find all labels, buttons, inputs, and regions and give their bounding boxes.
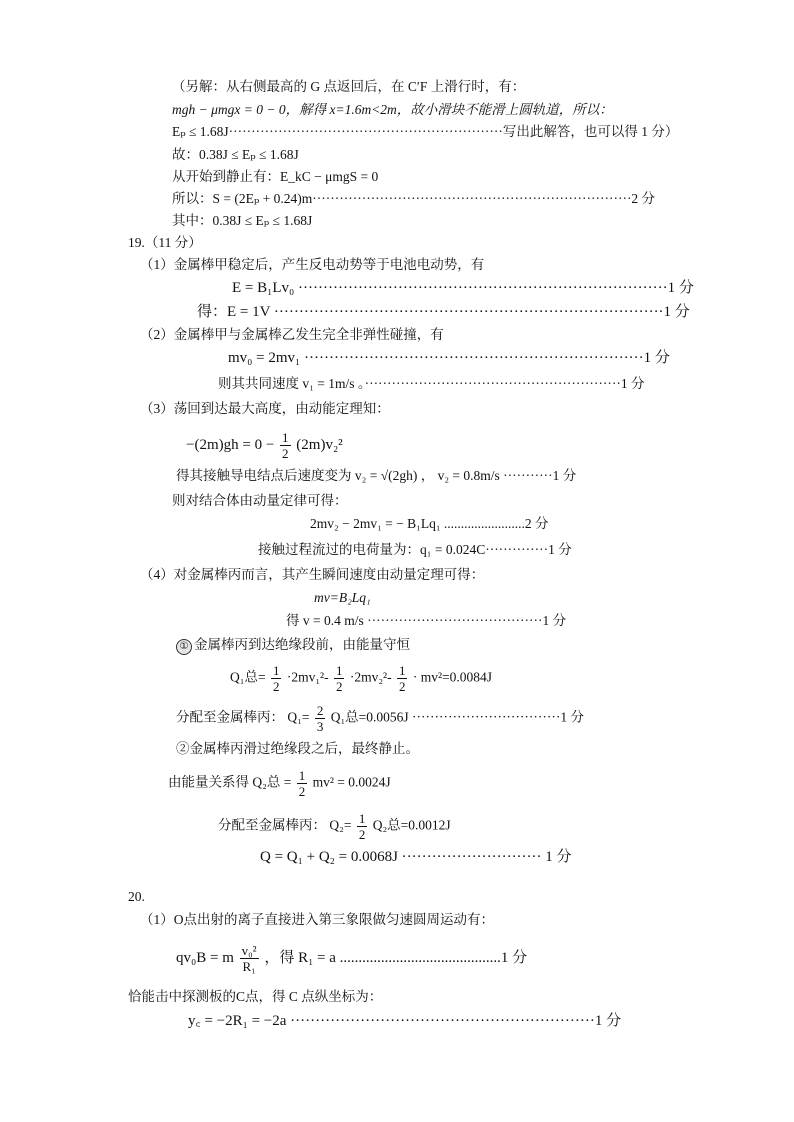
text-line: 则对结合体由动量定律可得： <box>172 493 348 508</box>
numerator: 1 <box>282 430 289 445</box>
numerator: 1 <box>335 663 343 678</box>
eq-rhs: (2m)v₂² <box>296 436 343 453</box>
text-line: 恰能击中探测板的C点，得 C 点纵坐标为： <box>128 989 383 1004</box>
equation <box>230 663 492 694</box>
text-line: （4）对金属棒丙而言，其产生瞬间速度由动量定理可得： <box>140 567 485 582</box>
text-line: （另解：从右侧最高的 G 点返回后，在 C′F 上滑行时，有： <box>172 79 526 94</box>
equation <box>176 943 527 974</box>
text-line <box>176 703 584 734</box>
denominator: 2 <box>398 679 406 694</box>
text-line: 从开始到静止有：E_kC − μmgS = 0 <box>172 169 379 184</box>
text-line <box>168 768 391 799</box>
equation: Q = Q₁ + Q₂ = 0.0068J ···························· 1 分 <box>260 849 572 865</box>
question-number: 20. <box>128 889 145 904</box>
text-line: 所以：S = (2Eₚ + 0.24)m·······································································2 分 <box>172 191 656 206</box>
eq-lhs: −(2m)gh = 0 − <box>186 436 275 453</box>
text-span: 金属棒丙到达绝缘段前，由能量守恒 <box>194 637 410 652</box>
numerator: 2 <box>316 703 324 718</box>
text-line: mgh − μmgx = 0 − 0，解得 x=1.6m<2m，故小滑块不能滑上圆轨道，所以： <box>172 102 613 117</box>
eq-rhs: Q₂总=0.0012J <box>372 817 451 833</box>
numerator: 1 <box>398 663 406 678</box>
text-line: Eₚ ≤ 1.68J·····························································写出此解答，也可以得 1 分） <box>172 124 679 139</box>
text-line <box>176 636 410 655</box>
question-number: 19.（11 分） <box>128 235 202 250</box>
eq-lhs: Q₂总 = <box>252 774 292 790</box>
text-line: ②金属棒丙滑过绝缘段之后，最终静止。 <box>176 741 419 756</box>
text-line <box>218 811 451 842</box>
text-line: 得其接触导电结点后速度变为 v₂ = √(2gh) ， v₂ = 0.8m/s ···········1 分 <box>176 468 577 483</box>
eq-rhs: ，得 R₁ = a ...........................................1 分 <box>264 949 528 966</box>
equation: y꜀ = −2R₁ = −2a ·····························································1 分 <box>188 1013 622 1029</box>
equation: 2mv₂ − 2mv₁ = − B₁Lq₁ ........................2 分 <box>310 516 549 531</box>
eq-lhs: Q₂= <box>329 817 352 833</box>
numerator: v₀² <box>241 943 257 958</box>
fraction <box>297 768 308 799</box>
denominator: 2 <box>282 446 289 461</box>
text-line: 故：0.38J ≤ Eₚ ≤ 1.68J <box>172 147 299 162</box>
fraction <box>315 703 326 734</box>
equation: E = B₁Lv₀ ··········································································1 分 <box>232 280 694 296</box>
denominator: 2 <box>298 784 306 799</box>
denominator: 3 <box>316 719 324 734</box>
eq-lhs: Q₁总= <box>230 669 266 685</box>
text-line: （2）金属棒甲与金属棒乙发生完全非弹性碰撞，有 <box>140 327 444 342</box>
eq-term: ·2mv₂²- <box>349 669 392 685</box>
denominator: 2 <box>272 679 280 694</box>
text-line: 则其共同速度 v₁ = 1m/s 。·························································1 分 <box>218 376 645 391</box>
text-line: （3）荡回到达最大高度，由动能定理知： <box>140 401 390 416</box>
text-span: 分配至金属棒丙： <box>176 709 284 725</box>
text-span: 分配至金属棒丙： <box>218 817 326 833</box>
equation: mv=B₂Lq₁ <box>314 590 371 605</box>
numerator: 1 <box>272 663 280 678</box>
eq-rhs: mv² = 0.0024J <box>312 774 391 790</box>
fraction <box>240 943 259 974</box>
circled-number-one: ① <box>176 639 192 655</box>
fraction <box>271 663 282 694</box>
equation: 得：E = 1V ··············································································1 分 <box>197 304 690 320</box>
equation: mv₀ = 2mv₁ ····································································1 分 <box>228 350 670 366</box>
text-line: 其中：0.38J ≤ Eₚ ≤ 1.68J <box>172 213 313 228</box>
eq-lhs: qv₀B = m <box>176 949 234 966</box>
fraction <box>357 811 368 842</box>
text-line: （1）金属棒甲稳定后，产生反电动势等于电池电动势，有 <box>140 257 485 272</box>
denominator: R₁ <box>242 959 256 974</box>
text-span: 由能量关系得 <box>168 774 249 790</box>
eq-term: · mv²=0.0084J <box>412 669 492 685</box>
text-line: 接触过程流过的电荷量为：q₁ = 0.024C··············1 分 <box>258 542 572 557</box>
numerator: 1 <box>298 768 306 783</box>
eq-rhs: Q₁总=0.0056J ·································1 分 <box>330 709 585 725</box>
eq-term: ·2mv₁²- <box>286 669 329 685</box>
numerator: 1 <box>358 811 366 826</box>
eq-lhs: Q₁= <box>287 709 310 725</box>
equation <box>186 430 343 461</box>
text-line: 得 v = 0.4 m/s ·······································1 分 <box>286 613 567 628</box>
fraction <box>280 430 291 461</box>
text-line: （1）O点出射的离子直接进入第三象限做匀速圆周运动有： <box>140 912 494 927</box>
fraction <box>334 663 345 694</box>
denominator: 2 <box>335 679 343 694</box>
fraction <box>397 663 408 694</box>
denominator: 2 <box>358 827 366 842</box>
